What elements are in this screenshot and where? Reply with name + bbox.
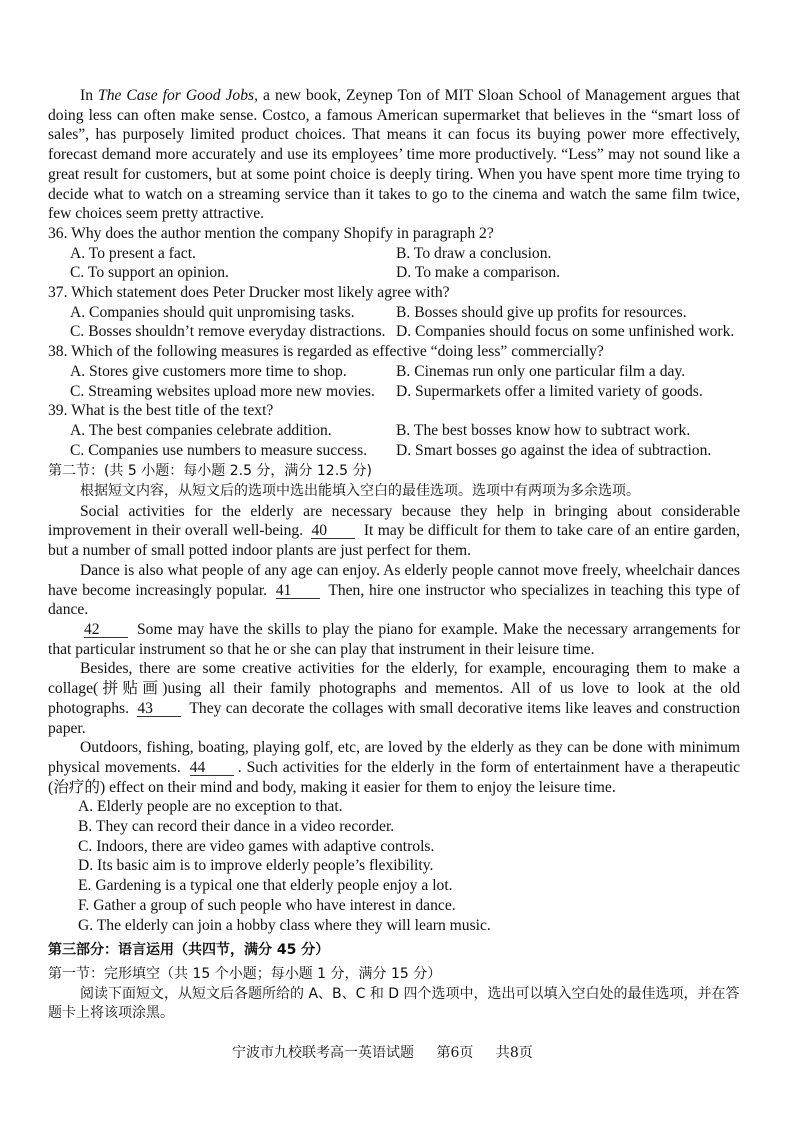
option-b: B. Bosses should give up profits for resources. — [396, 303, 687, 321]
option-a: A. Companies should quit unpromising tasks. — [70, 303, 355, 321]
question-38: 38. Which of the following measures is regarded as effective “doing less” commercially? A. Stores give customers more time to shop. B. Cinemas run only one particular film a day. C. Streaming websites upload more new movies. D. Supermarkets offer a limited variety of goods. — [48, 342, 740, 401]
option-c: C. To support an opinion. — [70, 264, 229, 282]
exam-page — [48, 86, 740, 1024]
option-c: C. Streaming websites upload more new movies. — [70, 382, 375, 400]
part3-section1-title: 第一节：完形填空（共 15 个小题；每小题 1 分，满分 15 分） — [48, 965, 442, 982]
section2-title: 第二节：(共 5 小题：每小题 2.5 分，满分 12.5 分) — [48, 463, 372, 480]
option-a: A. Stores give customers more time to shop. — [70, 362, 347, 380]
question-39: 39. What is the best title of the text? A. The best companies celebrate addition. B. The best bosses know how to subtract work. C. Companies use numbers to measure success. D. Smart bosses go against the idea of subtraction. — [48, 401, 740, 460]
option-d: D. Supermarkets offer a limited variety of goods. — [396, 382, 703, 400]
question-37: 37. Which statement does Peter Drucker most likely agree with? A. Companies should quit unpromising tasks. B. Bosses should give up profits for resources. C. Bosses shouldn’t remove everyday distractions. D. Companies should focus on some unfinished work. — [48, 283, 740, 342]
answer-option-c: C. Indoors, there are video games with adaptive controls. — [78, 837, 435, 855]
cloze-paragraph-4: Besides, there are some creative activities for the elderly, for example, encouraging them to make a collage(拼贴画)using all their family photographs and mementos. All of us love to look at the old photographs. 43 They can decorate the collages with small decorative items like leaves and construction paper. — [48, 660, 740, 737]
blank-44: 44 — [190, 760, 234, 776]
part3-instruction: 阅读下面短文，从短文后各题所给的 A、B、C 和 D 四个选项中，选出可以填入空白处的最佳选项，并在答题卡上将该项涂黑。 — [48, 985, 740, 1022]
section2-instruction: 根据短文内容，从短文后的选项中选出能填入空白的最佳选项。选项中有两项为多余选项。 — [80, 483, 640, 500]
blank-42: 42 — [84, 622, 128, 638]
page-total: 共8页 — [495, 1045, 533, 1061]
answer-options — [48, 797, 740, 935]
option-d: D. Companies should focus on some unfinished work. — [396, 323, 735, 341]
blank-40: 40 — [311, 523, 355, 539]
answer-option-e: E. Gardening is a typical one that elderly people enjoy a lot. — [78, 877, 453, 895]
option-b: B. The best bosses know how to subtract work. — [396, 421, 691, 439]
option-b: B. To draw a conclusion. — [396, 244, 552, 262]
answer-option-a: A. Elderly people are no exception to that. — [78, 798, 343, 816]
book-title: The Case for Good Jobs — [98, 87, 255, 104]
blank-43: 43 — [137, 701, 181, 717]
answer-option-g: G. The elderly can join a hobby class where they will learn music. — [78, 916, 491, 934]
option-c: C. Bosses shouldn’t remove everyday distractions. — [70, 323, 386, 341]
cloze-paragraph-5: Outdoors, fishing, boating, playing golf, etc, are loved by the elderly as they can be done with minimum physical movements. 44 . Such activities for the elderly in the form of entertainment have a therapeutic (治疗的) effect on their mind and body, making it easier for them to enjoy the leisure time. — [48, 739, 740, 796]
option-d: D. Smart bosses go against the idea of subtraction. — [396, 441, 712, 459]
page-number: 第6页 — [436, 1045, 474, 1061]
question-36: 36. Why does the author mention the company Shopify in paragraph 2? A. To present a fact. B. To draw a conclusion. C. To support an opinion. D. To make a comparison. — [48, 224, 740, 283]
option-c: C. Companies use numbers to measure success. — [70, 441, 368, 459]
cloze-paragraph-2: Dance is also what people of any age can enjoy. As elderly people cannot move freely, wheelchair dances have become increasingly popular. 41 Then, hire one instructor who specializes in teaching this type of dance. — [48, 561, 741, 619]
cloze-paragraph-1: Social activities for the elderly are necessary because they help in bringing about considerable improvement in their overall well-being. 40 It may be difficult for them to take care of an entire garden, but a number of small potted indoor plants are just perfect for them. — [48, 502, 740, 560]
option-b: B. Cinemas run only one particular film a day. — [396, 362, 686, 380]
page-footer — [232, 1042, 551, 1062]
passage-paragraph: In The Case for Good Jobs, a new book, Zeynep Ton of MIT Sloan School of Management argues that doing less can often make sense. Costco, a famous American supermarket that believes in the “smart loss of sales”, has purposely limited product choices. That means it can focus its buying power more effectively, forecast demand more accurately and use its employees’ time more productively. “Less” may not sound like a great result for customers, but at some point choice is deeply tiring. When you have spent more time trying to decide what to watch on a streaming service than it takes to go to the cinema and watch the same film twice, few choices seem pretty attractive. — [48, 87, 741, 223]
option-a: A. To present a fact. — [70, 244, 196, 262]
answer-option-b: B. They can record their dance in a video recorder. — [78, 818, 395, 836]
blank-41: 41 — [276, 583, 320, 599]
exam-name: 宁波市九校联考高一英语试题 — [232, 1045, 414, 1061]
part3-title: 第三部分：语言运用（共四节，满分 45 分） — [48, 942, 330, 959]
option-d: D. To make a comparison. — [396, 264, 561, 282]
cloze-paragraph-3: 42 Some may have the skills to play the piano for example. Make the necessary arrangements for that particular instrument so that he or she can play that instrument in their leisure time. — [48, 620, 741, 658]
answer-option-d: D. Its basic aim is to improve elderly people’s flexibility. — [78, 857, 434, 875]
option-a: A. The best companies celebrate addition. — [70, 421, 332, 439]
answer-option-f: F. Gather a group of such people who have interest in dance. — [78, 896, 456, 914]
